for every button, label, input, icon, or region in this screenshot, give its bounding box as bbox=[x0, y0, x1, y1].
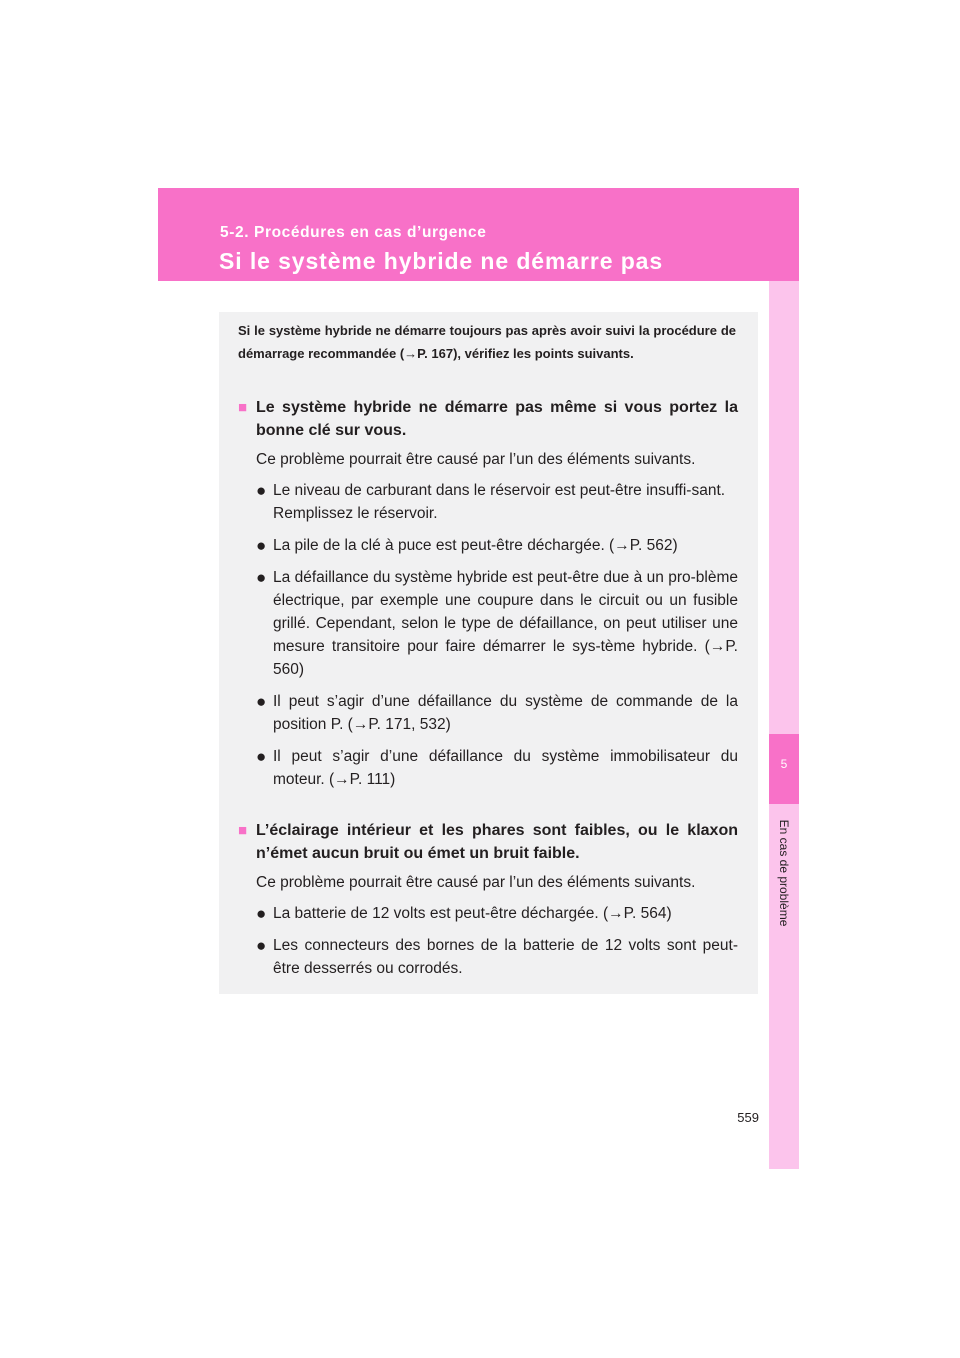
content-box bbox=[219, 312, 758, 994]
filled-circle-icon: ● bbox=[256, 536, 267, 555]
list-item bbox=[256, 566, 738, 681]
chapter-tab bbox=[769, 734, 799, 804]
section-lights-horn bbox=[238, 819, 738, 989]
item-text: Il peut s’agir d’une défaillance du système immobilisateur du moteur. (→P. 111) bbox=[273, 748, 738, 788]
filled-circle-icon: ● bbox=[256, 936, 267, 955]
intro-text: Si le système hybride ne démarre toujours pas après avoir suivi la procédure de démarrage recommandée (→P. 167), vérifiez les points suivants. bbox=[238, 323, 736, 361]
chapter-label: En cas de problème bbox=[777, 819, 791, 927]
filled-circle-icon: ● bbox=[256, 481, 267, 500]
item-text: La défaillance du système hybride est peut-être due à un pro-blème électrique, par exemple une coupure dans le circuit ou un fusible grillé. Cependant, selon le type de défaillance, on peut utiliser une mesure transitoire pour faire démarrer le sys-tème hybride. (→P. 560) bbox=[273, 569, 738, 678]
filled-circle-icon: ● bbox=[256, 904, 267, 923]
page-title: Si le système hybride ne démarre pas bbox=[219, 248, 664, 274]
list-item bbox=[256, 479, 738, 525]
section-heading bbox=[238, 396, 738, 442]
item-text: La pile de la clé à puce est peut-être déchargée. (→P. 562) bbox=[273, 537, 678, 554]
page-header bbox=[158, 188, 799, 281]
side-strip bbox=[769, 281, 799, 1169]
section-heading bbox=[238, 819, 738, 865]
item-text: Il peut s’agir d’une défaillance du système de commande de la position P. (→P. 171, 532) bbox=[273, 693, 738, 733]
section-description: Ce problème pourrait être causé par l’un des éléments suivants. bbox=[256, 874, 696, 891]
list-item bbox=[256, 934, 738, 980]
section-label: 5-2. Procédures en cas d’urgence bbox=[220, 224, 487, 241]
section-battery-key bbox=[238, 396, 738, 800]
list-item bbox=[256, 534, 738, 557]
list-item bbox=[256, 745, 738, 791]
item-text: Les connecteurs des bornes de la batterie de 12 volts sont peut-être desserrés ou corrodés. bbox=[273, 937, 738, 977]
item-list bbox=[256, 902, 738, 980]
item-subtext: Remplissez le réservoir. bbox=[273, 505, 438, 522]
item-text: La batterie de 12 volts est peut-être déchargée. (→P. 564) bbox=[273, 905, 672, 922]
filled-circle-icon: ● bbox=[256, 747, 267, 766]
chapter-number: 5 bbox=[780, 757, 788, 771]
list-item bbox=[256, 690, 738, 736]
page-number: 559 bbox=[737, 1110, 759, 1125]
filled-circle-icon: ● bbox=[256, 692, 267, 711]
filled-circle-icon: ● bbox=[256, 568, 267, 587]
item-text: Le niveau de carburant dans le réservoir est peut-être insuffi-sant. bbox=[273, 482, 726, 499]
pink-square-icon: ■ bbox=[238, 822, 248, 839]
list-item bbox=[256, 902, 738, 925]
section-title: Le système hybride ne démarre pas même si vous portez la bonne clé sur vous. bbox=[256, 399, 738, 439]
section-title: L’éclairage intérieur et les phares sont faibles, ou le klaxon n’émet aucun bruit ou émet un bruit faible. bbox=[256, 822, 738, 862]
item-list bbox=[256, 479, 738, 791]
section-description: Ce problème pourrait être causé par l’un des éléments suivants. bbox=[256, 451, 696, 468]
pink-square-icon: ■ bbox=[238, 399, 248, 416]
